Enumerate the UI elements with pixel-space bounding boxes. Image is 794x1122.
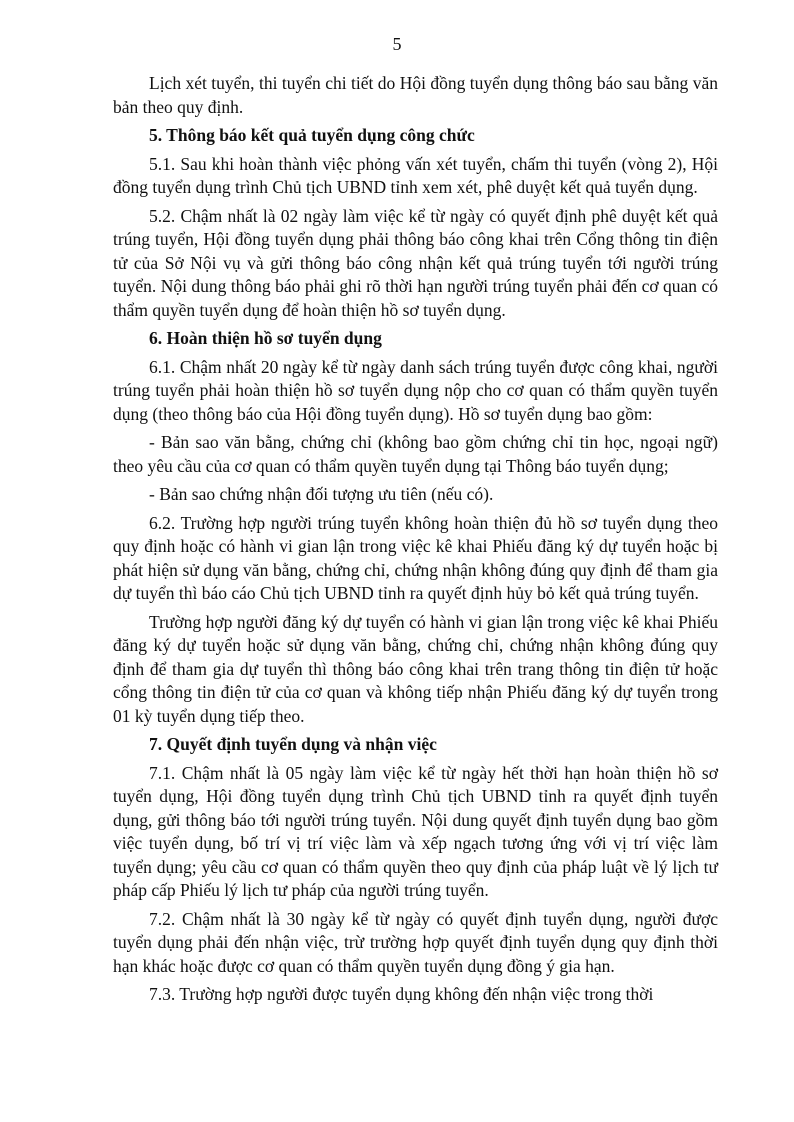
paragraph-5-1: 5.1. Sau khi hoàn thành việc phỏng vấn xét tuyển, chấm thi tuyển (vòng 2), Hội đồng tuyển dụng trình Chủ tịch UBND tỉnh xem xét, phê duyệt kết quả tuyển dụng. — [113, 153, 718, 197]
document-body — [113, 72, 718, 1012]
list-item-priority-certificate: - Bản sao chứng nhận đối tượng ưu tiên (nếu có). — [149, 484, 494, 504]
page-number: 5 — [392, 34, 402, 54]
paragraph-7-1: 7.1. Chậm nhất là 05 ngày làm việc kể từ ngày hết thời hạn hoàn thiện hồ sơ tuyển dụng, Hội đồng tuyển dụng trình Chủ tịch UBND tỉnh ra quyết định tuyển dụng, gửi thông báo tới người trúng tuyển. Nội dung quyết định tuyển dụng bao gồm việc tuyển dụng, bố trí vị trí việc làm và xếp ngạch tương ứng với vị trí việc làm tuyển dụng; yêu cầu cơ quan có thẩm quyền theo quy định của pháp luật về lý lịch tư pháp cấp Phiếu lý lịch tư pháp của người trúng tuyển. — [113, 762, 718, 900]
paragraph-6-1: 6.1. Chậm nhất 20 ngày kể từ ngày danh sách trúng tuyển được công khai, người trúng tuyển phải hoàn thiện hồ sơ tuyển dụng nộp cho cơ quan có thẩm quyền tuyển dụng (theo thông báo của Hội đồng tuyển dụng). Hồ sơ tuyển dụng bao gồm: — [113, 356, 718, 424]
list-item-diploma-copies: - Bản sao văn bằng, chứng chỉ (không bao gồm chứng chỉ tin học, ngoại ngữ) theo yêu cầu của cơ quan có thẩm quyền tuyển dụng tại Thông báo tuyển dụng; — [113, 432, 718, 476]
heading-section-7: 7. Quyết định tuyển dụng và nhận việc — [149, 734, 437, 754]
paragraph-schedule-note: Lịch xét tuyển, thi tuyển chi tiết do Hội đồng tuyển dụng thông báo sau bằng văn bản theo quy định. — [113, 73, 718, 117]
paragraph-7-3: 7.3. Trường hợp người được tuyển dụng không đến nhận việc trong thời — [149, 984, 654, 1004]
paragraph-6-2: 6.2. Trường hợp người trúng tuyển không hoàn thiện đủ hồ sơ tuyển dụng theo quy định hoặc có hành vi gian lận trong việc kê khai Phiếu đăng ký dự tuyển hoặc bị phát hiện sử dụng văn bằng, chứng chỉ, chứng nhận không đúng quy định để tham gia dự tuyển thì báo cáo Chủ tịch UBND tỉnh ra quyết định hủy bỏ kết quả trúng tuyển. — [113, 512, 718, 603]
heading-section-5: 5. Thông báo kết quả tuyển dụng công chức — [149, 125, 475, 145]
paragraph-fraud-case: Trường hợp người đăng ký dự tuyển có hành vi gian lận trong việc kê khai Phiếu đăng ký dự tuyển hoặc sử dụng văn bằng, chứng chỉ, chứng nhận không đúng quy định để tham gia dự tuyển thì thông báo công khai trên trang thông tin điện tử hoặc cổng thông tin điện tử của cơ quan và không tiếp nhận Phiếu đăng ký dự tuyển trong 01 kỳ tuyển dụng tiếp theo. — [113, 611, 718, 726]
heading-section-6: 6. Hoàn thiện hồ sơ tuyển dụng — [149, 328, 382, 348]
paragraph-7-2: 7.2. Chậm nhất là 30 ngày kể từ ngày có quyết định tuyển dụng, người được tuyển dụng phải đến nhận việc, trừ trường hợp quyết định tuyển dụng quy định thời hạn khác hoặc được cơ quan có thẩm quyền tuyển dụng đồng ý gia hạn. — [113, 908, 718, 976]
paragraph-5-2: 5.2. Chậm nhất là 02 ngày làm việc kể từ ngày có quyết định phê duyệt kết quả trúng tuyển, Hội đồng tuyển dụng phải thông báo công khai trên Cổng thông tin điện tử của Sở Nội vụ và gửi thông báo công nhận kết quả trúng tuyển tới người trúng tuyển. Nội dung thông báo phải ghi rõ thời hạn người trúng tuyển phải đến cơ quan có thẩm quyền tuyển dụng để hoàn thiện hồ sơ tuyển dụng. — [113, 205, 718, 320]
